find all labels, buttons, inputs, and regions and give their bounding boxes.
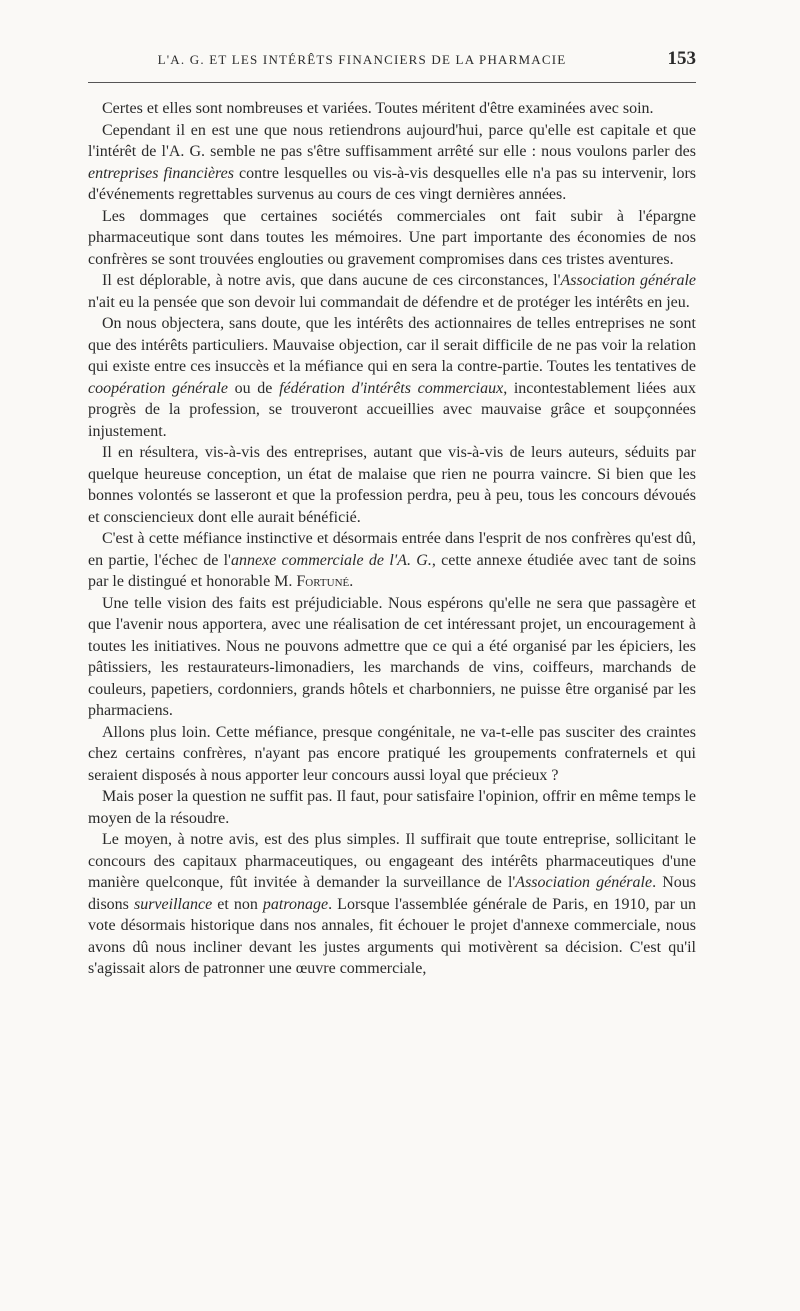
paragraph: On nous objectera, sans doute, que les intérêts des actionnaires de telles entreprises ne sont que des intérêts particuliers. Mauvaise objection, car il serait difficile de ne pas voir la relation qui existe entre ces insuccès et la méfiance qui en sera la contre-partie. Toutes les tentatives de coopération générale ou de fédération d'intérêts commerciaux, incontestablement liées aux progrès de la profession, se trouveront accueillies avec mauvaise grâce et soupçonnées injustement.	[88, 315, 697, 440]
body-text	[88, 98, 696, 980]
paragraph: Une telle vision des faits est préjudiciable. Nous espérons qu'elle ne sera que passagère et que l'avenir nous apportera, avec une réalisation de cet intéressant projet, un encouragement à toutes les initiatives. Nous ne pouvons admettre que ce qui a été organisé par les épiciers, les pâtissiers, les restaurateurs-limonadiers, les marchands de vins, coiffeurs, marchands de couleurs, papetiers, cordonniers, grands hôtels et charbonniers, ne puisse être organisé par les pharmaciens.	[88, 594, 696, 719]
paragraph: Les dommages que certaines sociétés commerciales ont fait subir à l'épargne pharmaceutique sont dans toutes les mémoires. Une part importante des économies de nos confrères se sont trouvées englouties ou gravement compromises dans ces tristes aventures.	[88, 207, 696, 268]
paragraph: Certes et elles sont nombreuses et variées. Toutes méritent d'être examinées avec soin.	[102, 100, 654, 117]
paragraph: Il est déplorable, à notre avis, que dans aucune de ces circonstances, l'Association générale n'ait eu la pensée que son devoir lui commandait de défendre et de protéger les intérêts en jeu.	[88, 272, 697, 311]
paragraph: Le moyen, à notre avis, est des plus simples. Il suffirait que toute entreprise, sollicitant le concours des capitaux pharmaceutiques, ou engageant des intérêts pharmaceutiques d'une manière quelconque, fût invitée à demander la surveillance de l'Association générale. Nous disons surveillance et non patronage. Lorsque l'assemblée générale de Paris, en 1910, par un vote désormais historique dans nos annales, fit échouer le projet d'annexe commerciale, nous avons dû nous incliner devant les justes arguments qui motivèrent sa décision. C'est qu'il s'agissait alors de patronner une œuvre commerciale,	[88, 831, 697, 977]
running-head	[88, 48, 696, 72]
header-rule	[88, 82, 696, 83]
paragraph: Il en résultera, vis-à-vis des entreprises, autant que vis-à-vis de leurs auteurs, séduits par quelque heureuse conception, un état de malaise que rien ne pourra vaincre. Si bien que les bonnes volontés se lasseront et que la profession perdra, peu à peu, tous les concours dévoués et consciencieux dont elle aurait bénéficié.	[88, 444, 696, 526]
page-number: 153	[667, 48, 696, 69]
paragraph: Cependant il en est une que nous retiendrons aujourd'hui, parce qu'elle est capitale et que l'intérêt de l'A. G. semble ne pas s'être suffisamment arrêté sur elle : nous voulons parler des entreprises financières contre lesquelles ou vis-à-vis desquelles elle n'a pas su intervenir, lors d'événements regrettables survenus au cours de ces vingt dernières années.	[88, 121, 696, 203]
running-title: L'A. G. ET LES INTÉRÊTS FINANCIERS DE LA PHARMACIE	[157, 52, 567, 67]
paragraph: Allons plus loin. Cette méfiance, presque congénitale, ne va-t-elle pas susciter des craintes chez certains confrères, n'ayant pas encore pratiqué les groupements confraternels et qui seraient disposés à nous apporter leur concours aussi loyal que précieux ?	[88, 723, 696, 784]
paragraph: Mais poser la question ne suffit pas. Il faut, pour satisfaire l'opinion, offrir en même temps le moyen de la résoudre.	[88, 788, 696, 827]
paragraph: C'est à cette méfiance instinctive et désormais entrée dans l'esprit de nos confrères qu'est dû, en partie, l'échec de l'annexe commerciale de l'A. G., cette annexe étudiée avec tant de soins par le distingué et honorable M. Fortuné.	[88, 530, 697, 590]
